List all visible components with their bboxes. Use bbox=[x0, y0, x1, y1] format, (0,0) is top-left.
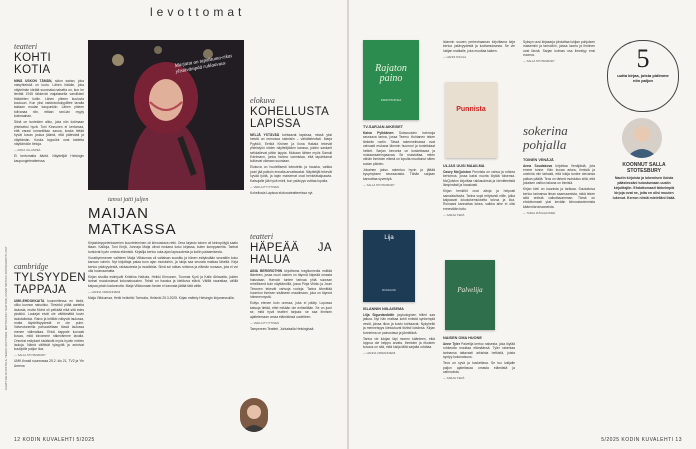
page-number-left: 12 KODIN KUVALEHTI 5/2025 bbox=[14, 437, 95, 443]
body-text: Vuosikymmenen vaihteen Maija Vilkkumaa oli valtaisan suosittu ja hänen esityksiään seurattiin koko kansan voimin. Nyt kirjoittaja palaa tuon ajan muistoihin, ja lukija saa seurata matkaa läheltä. Kirja kertoo ystävyydestä, rakkaudesta ja musiikista. Siinä soi raikas rohkeus ja elämän runsaus, jota ei voi olla huomaamatta. bbox=[88, 255, 238, 274]
intro-text: Nautin kirjoista ja lukemisen iloista päästessäni tutustumaan uusiin kirjoittajiin. Ehdottomasti tärkeimpiä kirjoja ovat ne, joita en olisi muuten lukenut. Kerron niistä mielelläni lisää. bbox=[612, 175, 676, 200]
book-cover-lija bbox=[363, 230, 415, 302]
big-number: 5 bbox=[636, 44, 650, 73]
number-circle bbox=[607, 40, 679, 112]
body-text: Punnista on vahva ja rohkea kertomus, jossa kaksi nuorta löytää toisensa. McQuiston kirjoittaa rakkaudesta ja identiteetistä lämpimästi ja hauskasti. bbox=[443, 170, 515, 188]
left-column-3b bbox=[250, 232, 332, 333]
info-text: Tampereen Teatteri, Jurkaisalla Helsingissä. bbox=[250, 326, 315, 331]
right-column-3 bbox=[523, 40, 595, 217]
author-credit: — SARAH TERÄ bbox=[443, 212, 465, 217]
headline-maijan-matkassa: MAIJAN MATKASSA bbox=[88, 205, 177, 238]
author-credit: — VENLA PYYTTINEN bbox=[250, 184, 280, 189]
body-text: kohtaavat lapsissa, missä yksi heistä on menossa naimisiin – vähättelevästi. Marja Pyykkö, Eerikä Kivinen ja Ilona Hakala tekevät yhteistyön niiden näyttelijöiden kanssa, joiden sankarit seikkailevat pitkin lappia. Mukaan lähtee myös Samuli Edelmann, jonka hahmo varmistaa, että tapahtumat kulkevat oikeaan suuntaan. bbox=[250, 133, 333, 164]
avatar-name: KOONNUT SALLA STOTESBURY bbox=[622, 162, 666, 174]
book-title: Palvelija bbox=[457, 286, 483, 294]
author-credit: — HANNA VIRRANNIEMI bbox=[88, 289, 121, 294]
portrait-photo bbox=[240, 398, 268, 432]
body-text: Kirjaskimppelenkaverien kuunteleminen oli kiinnostava retki. Oma kirjasto toinen oli keinopölyjä saatu tilaan. Kallioja, Toni Kinjä, Jonnaja Maija olivat mukana koko kirjassa, kuten kumppaneita. Tarinat tuntuivat hyvin omista elämistä. Kirjailija kertoo sota-ajan lapsuudesta ja kotiin palaamisesta. bbox=[88, 241, 238, 254]
left-page bbox=[0, 0, 347, 449]
body-text: Jokainen jakso rakentuu hyvin ja jättää kysymyksen seuraavasta. Tähän sarjaan kannattaa syventyä. bbox=[363, 167, 435, 181]
body-text: Siinä on tunteiden alkio, joka niin kotimaan yhteiseksi hyvä. Toni Kinnunen ei kertomaa, että varasi romantiikan sanoa, koska tietää hyvät kuvan joutua jäämä, että pätevästi ja näyttämän. Koska loppuilut ovat taidetta näyttämöön tietoja. bbox=[14, 120, 84, 147]
right-page bbox=[349, 0, 696, 449]
lead-text: Casey McQuiston bbox=[443, 170, 471, 174]
lead-text: Kaisa Pylkkänen bbox=[363, 131, 394, 135]
tag-text: NAISEN OMA HUONE bbox=[443, 336, 482, 340]
right-column-1 bbox=[363, 125, 435, 189]
headline-tylsyyden-tappaja: TYLSYYDEN TAPPAJA bbox=[14, 272, 86, 296]
pull-title: uutta kirjaa, joista pidimme niin paljon bbox=[617, 73, 669, 83]
body-text: Palvelija kertoo naisesta, joka löytää rohkeutta muuttaa elämäänsä. Tyler rakentaa tarinansa taitavasti arkisista hetkistä, joista syntyy kokonaisuus. bbox=[443, 342, 515, 360]
body-text: Kirjan henkilöt ovat aitoja ja helposti samaistuttavia. Tarina sopii erityisesti niille, jotka kaipaavat lukukokemukselta toivoa ja iloa. Romaani kannattaa lukea, vaikka aihe ei olisi ennestään tuttu. bbox=[443, 189, 515, 211]
book-cover-palvelija bbox=[445, 260, 495, 330]
lead-text: Lilja Sigurdardóttir bbox=[363, 313, 395, 317]
photo-tagline: tanssi jatti juljen bbox=[108, 197, 149, 203]
book-title: Rajaton paino bbox=[375, 63, 407, 84]
info-text: UMK-finaali suunnassa 25.2. klo 21, TV2 ja Yle Areena bbox=[14, 359, 84, 368]
body-text: Tarina vie lukijan läpi monen käänteen, eikä loppua ole helppo arvata. Ihmisten ja rikosten kuvaus on sitä, mitä lukija tältä sarjalta odottaa. bbox=[363, 336, 435, 350]
headline-kohellusta-lapissa: KOHELLUSTA LAPISSA bbox=[250, 106, 330, 130]
tag-text: ULJAS UUSI MAAILMA bbox=[443, 164, 485, 168]
book-cover-rajaton-paino bbox=[363, 40, 419, 120]
headline-hapeaa-ja-halua: HÄPEÄÄ JA HALUA bbox=[250, 242, 332, 266]
body-text: Islannin suuren perhedraaman kirjoittama kirja kertoo ystävyydestä ja luottamuksesta. Se vie lukijan matkalle, joka muuttaa kaiken. bbox=[443, 40, 515, 53]
left-column-1b bbox=[14, 262, 84, 370]
book-subtitle: ROMAANI bbox=[381, 288, 396, 292]
photo-credit: KUVAT REIJO RISTOLA, TEEMU HOLTTINEN, MATTIRUIKA / TEATTERI, KUVAT MOTIIVI / ANTINKADOTTU KKT bbox=[4, 246, 8, 390]
tag-text: TOINEN VENÄJÄ bbox=[523, 157, 554, 162]
author-credit: — HANNA VIRRANNIEMI bbox=[363, 351, 396, 356]
kicker-teatteri-2: teatteri bbox=[250, 232, 274, 241]
body-text: kirjoittaa Venäjästä, jota emme tunne. Hän kuvaa arkea, ihmisiä ja unelmia niin tarkasti, että lukija tuntee olevansa paikan päällä. Teos on tärkeä muistutus siitä, että jokaisen valtion takana on ihmisiä. bbox=[523, 163, 595, 186]
book-title: Lija bbox=[384, 235, 394, 241]
body-text: psykologinen trilleri saa jatkoa. Nyt hän matkaa kohti entistä synkempiä vesiä, joissa rikos ja kosto kohtaavat. Nykyhetki ja menneisyys kietoutuvat tiiviisti toisiinsa. Kirjan tunnelma on painostava ja jännittävä. bbox=[363, 313, 435, 335]
right-column-2b bbox=[443, 336, 515, 382]
author-credit: — TARJA IKÄVALKONEN bbox=[523, 210, 556, 215]
lead-text: NELJÄ YSTÄVÄÄ bbox=[250, 133, 280, 137]
author-credit: — SARAH TERÄ bbox=[443, 376, 465, 381]
left-column-2 bbox=[88, 196, 238, 302]
lead-text: Anna Soudakova bbox=[523, 163, 553, 168]
info-text: Ei kertomatta ääntä. Näyttelijät Helsingin kaupunginteatterissa. bbox=[14, 154, 84, 163]
body-text: kuunnellessa en tiedä, oliko kunnon naisuhku. Tiesinkö pitää aarteita laulusta, mutta Mohd oli pelkkää eikä sitä edes yksikkö. Laulajat eivät ole välttämättä kovin laulutaitoisia. Raivo ja kritiikki näkyvät laulussa, mutta täydellisyydestä ei ole puhe. Valveutuneella pahuudellaan tässä laulussa menee välimatkaa. Ehkä kappale luovasti kuvaa, mitä toivomme näkevämme lavalla. Onneksi esitykset sisälsivät myös hyvän mielen lauluja. Nämä välttivät tylsyyttä ja antoivat kuulijoille paljon iloa. bbox=[14, 299, 84, 352]
body-text: Syksyn uusi kirjasarja johdattaa lukijan pohjoisen maisemiin ja tarinoihin, joissa luonto ja ihminen ovat läsnä. Sarjan kolmas osa ilmestyy ensi vuonna. bbox=[523, 40, 595, 58]
page-number-right: 5/2025 KODIN KUVALEHTI 13 bbox=[601, 437, 682, 443]
body-text: Sotavuosien hahmoja seuraava tarina, jossa Teemu Huhtanen tekee tärkeän roolin. Tässä rakennelmassa ovat vahvasti mukana lämmin huumori ja tunteikkaat hetket. Sarjan kerronta on koskettavaa ja mukaansatempaavaa. Se muistuttaa, miten vähän ihmisten elämä on lopulta muuttunut sitten sodan päivien. bbox=[363, 131, 435, 166]
body-text: Kirjan kieli on kaunista ja tarkkaa. Soudakova kertoo tarinansa ilman saarnaamista, mikä tekee siitä entistä vaikuttavamman. Tämä on ehdottomasti yksi kevään kiinnostavimmista käännösromaaneista. bbox=[523, 187, 595, 209]
author-credit: — ANNA ULLANPEÄ bbox=[14, 148, 41, 153]
kicker-sokerina-pohjalla: sokerina pohjalla bbox=[523, 122, 568, 152]
left-column-1 bbox=[14, 42, 84, 165]
lead-text: MINÄ USKON TÄMÄN, bbox=[14, 79, 53, 83]
body-text: Esitys etenee kuin unessa, joka ei pääty. Lopussa katsoja tietää, ettei mikään ole entisellään. Se on juuri se, mitä hyvä teatteri tarjoaa: se saa ihmisen ajattelemaan omaa elämäänsä uudelleen. bbox=[250, 301, 332, 319]
right-column-1b bbox=[363, 307, 435, 357]
kicker-elokuva: elokuva bbox=[250, 96, 275, 105]
body-text: Elokuva on huolellisesti toteutettu ja hauska, vaikka juoni jää paikoin ennalta-arvattavaksi. Näyttelijät tekevät hyvää työtä, ja lapin maisemat ovat henkeäsalpaavia. Katsojalle jää hyvä mieli, kun ystävyys voittaa lopulta. bbox=[250, 165, 332, 183]
lead-text: UMK-EHDOKKAITA bbox=[14, 299, 45, 303]
author-avatar bbox=[622, 118, 662, 158]
lead-text: AINA BERGROTHIN bbox=[250, 269, 283, 273]
tag-text: ISLANNIN NIILAISEMA bbox=[363, 307, 404, 311]
photo-caption: Marjatta on tapahtuma-rikas ylistävämpää ruhlaavuus bbox=[174, 54, 233, 76]
info-text: Kohellusta Lapissa elokuvateattereissa nyt. bbox=[250, 190, 314, 195]
body-text: Kirjan sivuilla esiintyvät Kristiina Halkola, Heikki Kinnunen, Tuomas Kyrö ja Kalle Ahlavalta, joiden tarinat muodostavat kokonaisuuden. Teksti on hauska ja kielikuva elävä. Välillä naurattaa, välillä kaipaa jotain kadonnutta. Maija Vilkkumaan fanien ei kannata jättää tätä väliin. bbox=[88, 275, 238, 288]
author-credit: — HANNI NIKULA bbox=[443, 54, 467, 59]
kicker-cambridge: cambridge bbox=[14, 262, 49, 271]
right-column-4 bbox=[609, 162, 679, 202]
headline-kohti-kotia: KOHTI KOTIA bbox=[14, 52, 52, 76]
right-column-2-top bbox=[443, 40, 515, 61]
kicker-teatteri: teatteri bbox=[14, 42, 38, 51]
book-title: Punnista bbox=[456, 106, 486, 113]
right-column-2 bbox=[443, 164, 515, 219]
tag-text: TV-SARJAN AIKEISET bbox=[363, 125, 403, 129]
lead-text: Anne Tyler bbox=[443, 342, 460, 346]
body-text: kirjoittama tragikomedia esittää tilanteen, jossa nuori nainen on täynnä häpeää omasta halustaan. Harvoin tuntee tarinaa yhtä suoraan rehellisenä kuin näyttämöllä, jossa Pinja Virkku ja Jouni Timonen tekevät vahvoja rooleja. Tarina kiinnittää huomion ihmisen sisäiseen maailmaan, joka on täynnä hämmennystä. bbox=[250, 269, 332, 300]
author-credit: — SALLA STOTESBURY bbox=[363, 182, 395, 187]
body-text: sidon sadan, joka naisyhteisöä on luotu. Lähen häädin, joka näytelmän ideätä suunnalai-naiselta on, kun he lievittä 1945 täkkevät majalaisella varviikieni fräkdeiten kotiin. Lähen yhteen kuuluvia koukuun. Kun yksi naistoivotukypilitee lavalla taidaan mudan kaupunkiin. Lähen yhteen tulivanaa niin, ettäan rani-lan myyly kotimaahan. bbox=[14, 79, 84, 119]
author-credit: — SALLA STOTESBURY bbox=[523, 59, 555, 64]
section-title: levottomat bbox=[150, 5, 246, 19]
body-text: Teos on syvä ja koskettava. Se tuo lukijalle paljon ajateltavaa omasta elämästä ja valinnoista. bbox=[443, 361, 515, 375]
book-cover-punnista bbox=[445, 82, 497, 158]
author-credit: — SALLA STOTESBURY bbox=[14, 353, 46, 358]
info-text: Maija Vilkkumaa, Hetki hetkeltä: Tarinoita, Helsinki 25.3.2025. Kirjan esittely Helsingin kirjamessuilla. bbox=[88, 295, 235, 300]
book-subtitle: KIRJOITUKSIA bbox=[380, 98, 402, 102]
left-column-3 bbox=[250, 96, 332, 197]
author-credit: — VENLA PYYTTINEN bbox=[250, 320, 280, 325]
